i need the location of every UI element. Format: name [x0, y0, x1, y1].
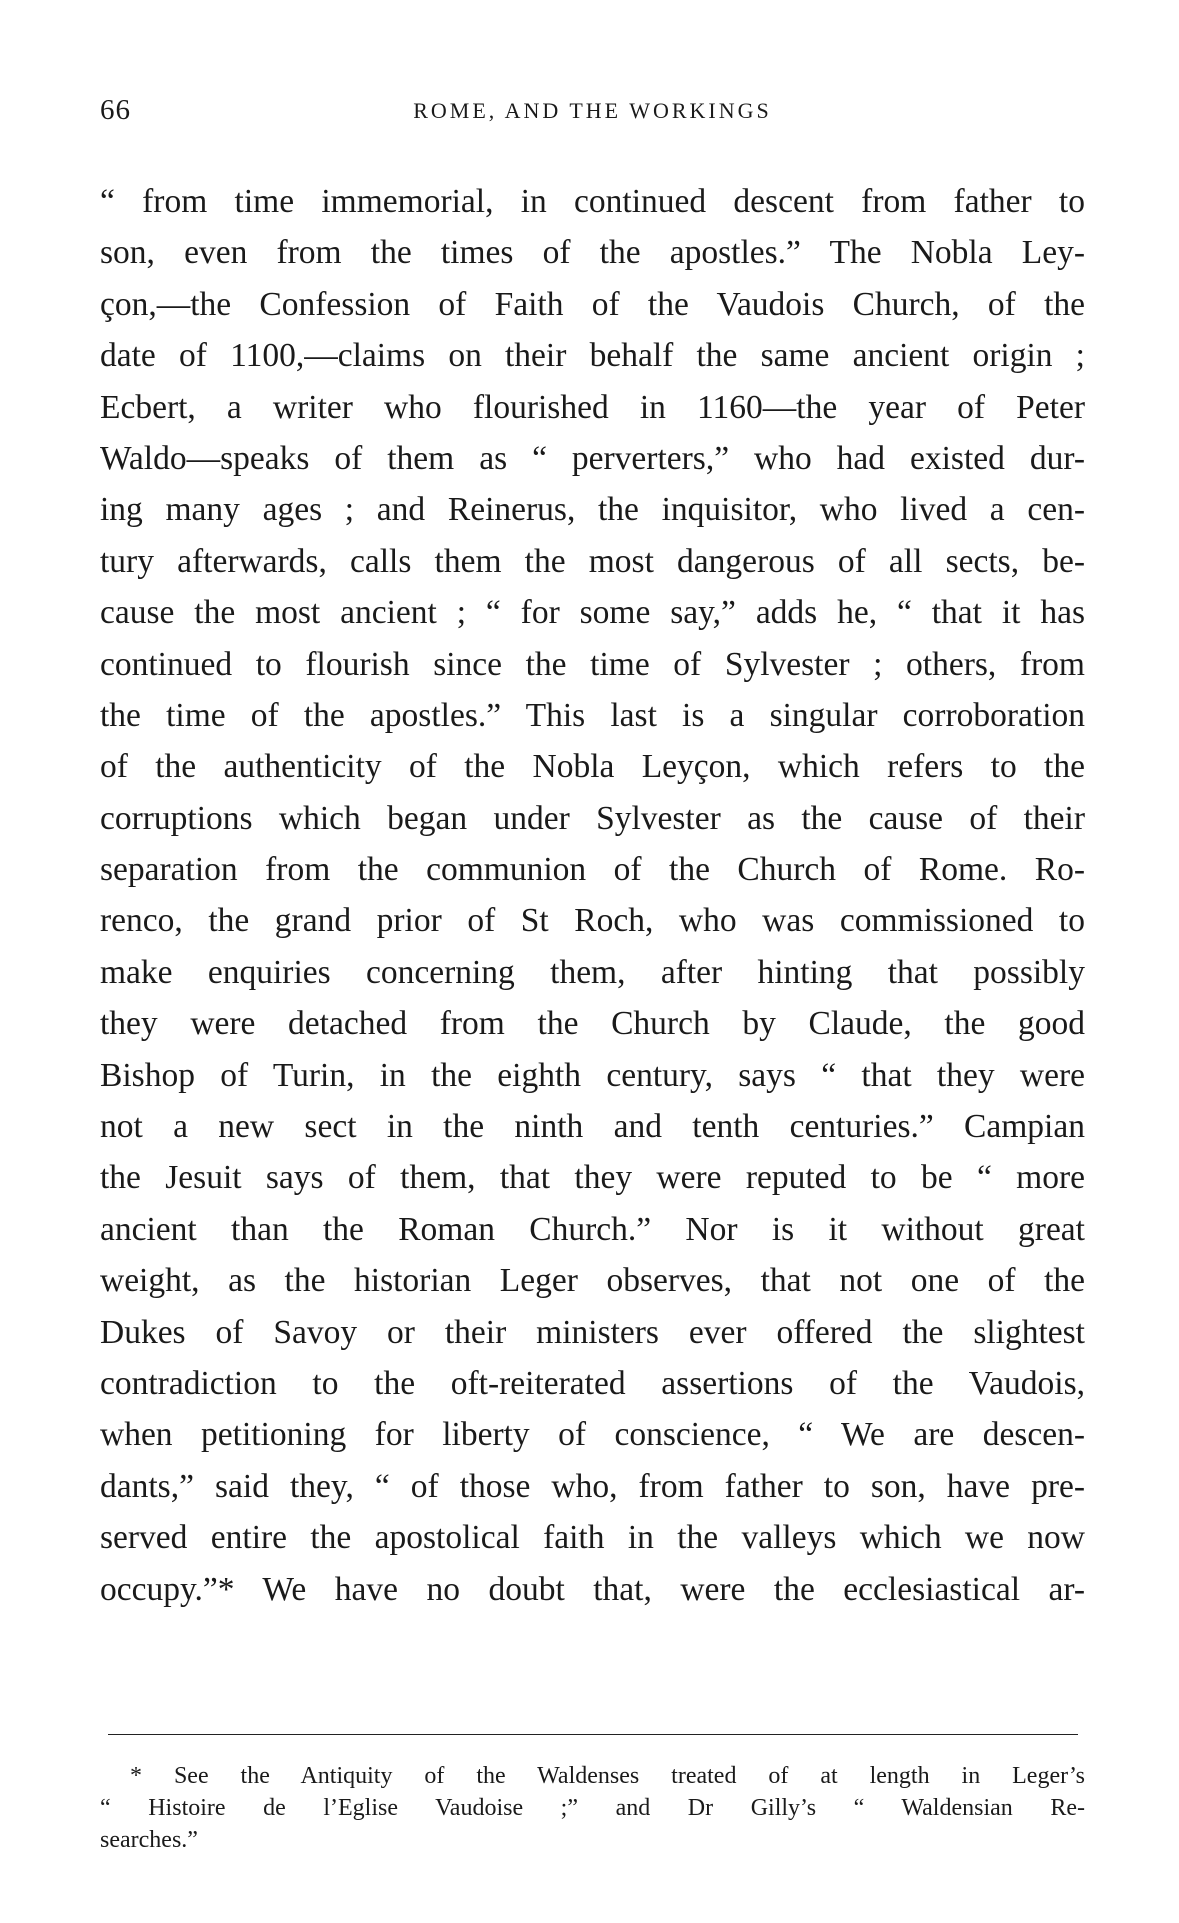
- text-line: corruptions which began under Sylvester as the cause of their: [100, 799, 1085, 837]
- text-line: separation from the communion of the Church of Rome. Ro-: [100, 851, 1085, 889]
- footnote-line: * See the Antiquity of the Waldenses treated of at length in Leger’s: [130, 1763, 1085, 1789]
- text-line: Dukes of Savoy or their ministers ever offered the slightest: [100, 1313, 1085, 1351]
- text-line: not a new sect in the ninth and tenth centuries.” Campian: [100, 1108, 1085, 1146]
- text-line: the time of the apostles.” This last is a singular corroboration: [100, 696, 1085, 734]
- text-line: served entire the apostolical faith in the valleys which we now: [100, 1519, 1085, 1557]
- text-line: ancient than the Roman Church.” Nor is it without great: [100, 1210, 1085, 1248]
- footnote-divider: [108, 1734, 1078, 1735]
- text-line: the Jesuit says of them, that they were reputed to be “ more: [100, 1159, 1085, 1197]
- text-line: continued to flourish since the time of Sylvester ; others, from: [100, 645, 1085, 683]
- footnote-line: “ Histoire de l’Eglise Vaudoise ;” and Dr Gilly’s “ Waldensian Re-: [100, 1795, 1085, 1821]
- text-line: occupy.”* We have no doubt that, were the ecclesiastical ar-: [100, 1570, 1085, 1608]
- text-line: son, even from the times of the apostles.” The Nobla Ley-: [100, 234, 1085, 272]
- text-line: tury afterwards, calls them the most dangerous of all sects, be-: [100, 542, 1085, 580]
- text-line: contradiction to the oft-reiterated assertions of the Vaudois,: [100, 1364, 1085, 1402]
- page-header: [100, 94, 1085, 134]
- running-title: ROME, AND THE WORKINGS: [413, 98, 772, 123]
- page-number: 66: [100, 94, 131, 126]
- text-line: make enquiries concerning them, after hinting that possibly: [100, 953, 1085, 991]
- body-text: [100, 176, 1085, 1615]
- text-line: date of 1100,—claims on their behalf the same ancient origin ;: [100, 337, 1085, 375]
- text-line: when petitioning for liberty of conscience, “ We are descen-: [100, 1416, 1085, 1454]
- footnote: [100, 1760, 1085, 1856]
- text-line: Waldo—speaks of them as “ perverters,” who had existed dur-: [100, 439, 1085, 477]
- text-line: “ from time immemorial, in continued descent from father to: [100, 183, 1085, 220]
- text-line: dants,” said they, “ of those who, from father to son, have pre-: [100, 1467, 1085, 1505]
- text-line: ing many ages ; and Reinerus, the inquisitor, who lived a cen-: [100, 491, 1085, 529]
- text-line: renco, the grand prior of St Roch, who was commissioned to: [100, 902, 1085, 940]
- text-line: çon,—the Confession of Faith of the Vaudois Church, of the: [100, 285, 1085, 323]
- text-line: they were detached from the Church by Claude, the good: [100, 1005, 1085, 1043]
- footnote-line: searches.”: [100, 1827, 198, 1853]
- text-line: weight, as the historian Leger observes, that not one of the: [100, 1262, 1085, 1300]
- text-line: Ecbert, a writer who flourished in 1160—the year of Peter: [100, 388, 1085, 426]
- text-line: of the authenticity of the Nobla Leyçon, which refers to the: [100, 748, 1085, 786]
- text-line: cause the most ancient ; “ for some say,” adds he, “ that it has: [100, 594, 1085, 632]
- text-line: Bishop of Turin, in the eighth century, says “ that they were: [100, 1056, 1085, 1094]
